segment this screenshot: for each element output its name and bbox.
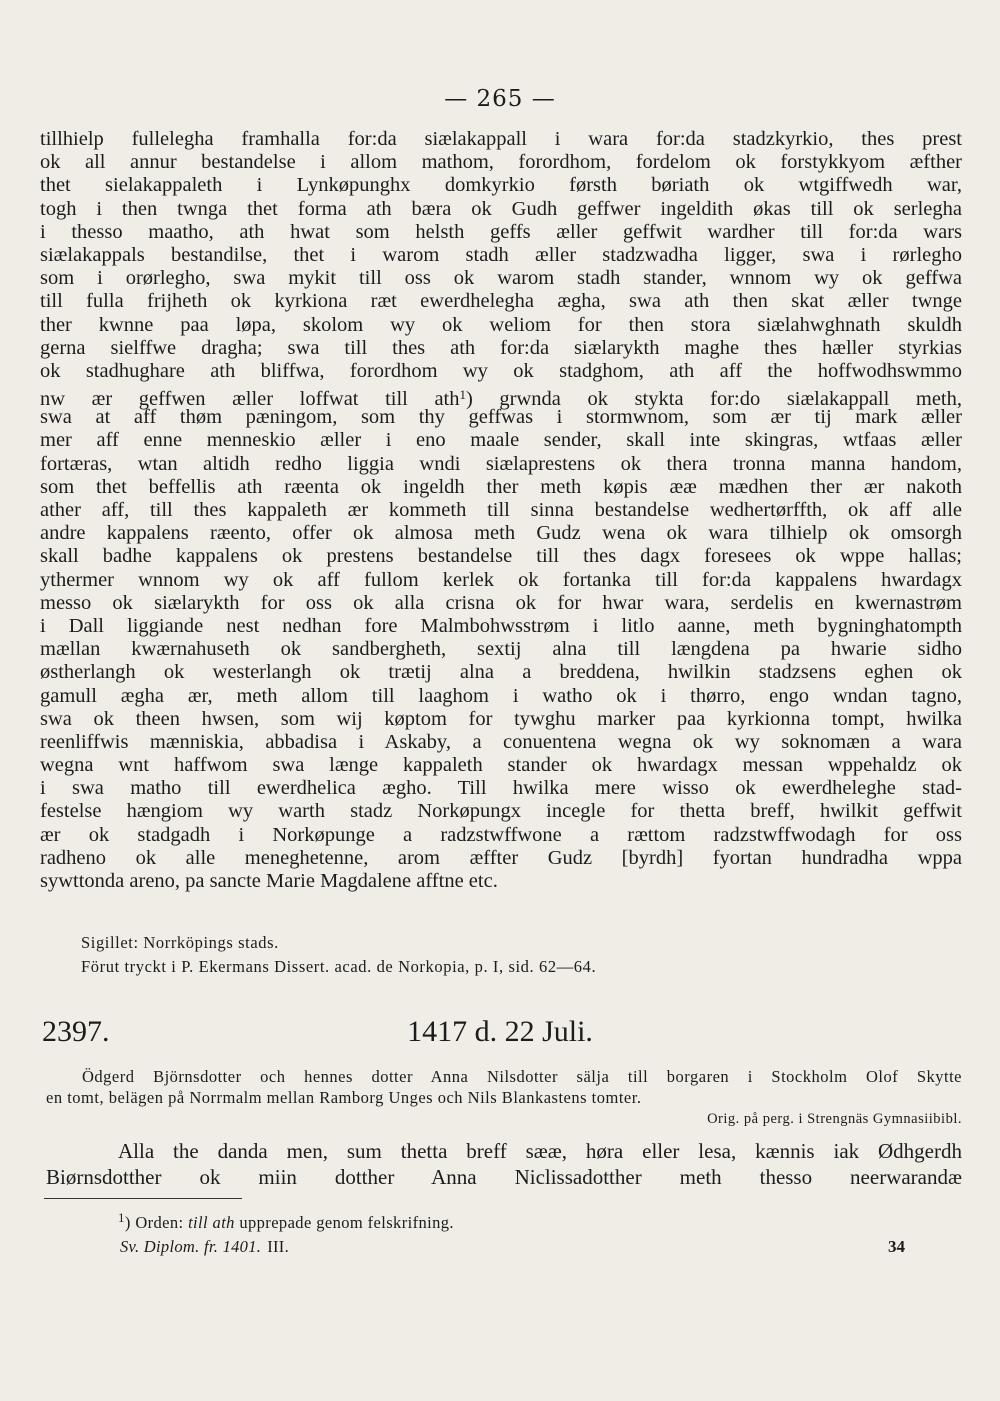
- text-line: som i orørlegho, swa mykit till oss ok warom stadh stander, wnnom wy ok geffwa: [40, 267, 962, 290]
- text-line: festelse hængiom wy warth stadz Norkøpungx incegle for thetta breff, hwilkit geffwit: [40, 800, 962, 823]
- text-line: andre kappalens ræento, offer ok almosa meth Gudz wena ok wara tilhielp ok omsorgh: [40, 522, 962, 545]
- summary-line: Ödgerd Björnsdotter och hennes dotter Anna Nilsdotter sälja till borgaren i Stockholm Olof Skytte: [82, 1067, 962, 1086]
- text-line-with-footnote: [40, 383, 963, 411]
- text-line: messo ok siælarykth for oss ok alla crisna ok for hwar wara, serdelis en kwernastrøm: [40, 591, 962, 614]
- text-line: Alla the danda men, sum thetta breff sææ, høra eller lesa, kænnis iak Ødhgerdh: [118, 1139, 962, 1163]
- text-line: i Dall liggiande nest nedhan fore Malmbohwsstrøm i litlo aanne, meth bygninghatompth: [40, 614, 962, 637]
- text-line: tillhielp fullelegha framhalla for:da siælakappall i wara for:da stadzkyrkio, thes prest: [40, 128, 962, 150]
- text-line: ok stadhughare ath bliffwa, forordhom wy ok stadghom, ath aff the hoffwodhswmmo: [40, 359, 962, 382]
- footnote-italic: till ath: [188, 1213, 235, 1232]
- footnote-text: upprepade genom felskrifning.: [239, 1213, 454, 1232]
- text-line: swa ok theen hwsen, som wij køptom for tywghu marker paa kyrkionna tompt, hwilka: [40, 707, 962, 730]
- text-line: wegna wnt haffwom swa længe kappaleth stander ok hwardagx messan wppehaldz ok: [40, 754, 962, 777]
- text-line: thet sielakappaleth i Lynkøpunghx domkyrkio førsth børiath ok wtgiffwedh war,: [40, 174, 962, 197]
- footnote-mark: 1: [118, 1210, 125, 1225]
- text-line: gamull ægha ær, meth allom till laaghom i watho ok i thørro, engo wndan tagno,: [40, 684, 962, 707]
- text-before-footnote: nw ær geffwen æller loffwat till ath: [40, 388, 460, 411]
- text-line: østherlangh ok westerlangh ok trætij alna a breddena, hwilkin stadzsens eghen ok: [40, 661, 962, 684]
- text-line: swa at aff thøm pæningom, som thy geffwas i stormwnom, som ær tij mark æller: [40, 406, 962, 429]
- document-date: 1417 d. 22 Juli.: [407, 1015, 593, 1048]
- charter-opening: [46, 1138, 962, 1190]
- text-line: till fulla frijheth ok kyrkiona ræt ewerdhelegha ægha, swa ath then skat æller twnge: [40, 290, 962, 313]
- text-line: fortæras, wtan altidh redho liggia wndi siælaprestens ok thera tronna manna handom,: [40, 452, 962, 475]
- footer-volume: III.: [267, 1237, 290, 1256]
- text-line: gerna sielffwe dragha; swa till thes ath for:da siælarykth maghe thes hæller styrkias: [40, 336, 962, 359]
- text-line: som thet beffellis ath ræenta ok ingeldh ther meth køpis ææ mædhen ther ær nakoth: [40, 475, 962, 498]
- footer-sheet-number: 34: [888, 1237, 905, 1256]
- text-line: radheno ok alle meneghetenne, arom æffter Gudz [byrdh] fyortan hundradha wppa: [40, 846, 962, 869]
- charter-body: [40, 128, 962, 893]
- text-line: Biørnsdotther ok miin dotther Anna Niclissadotther meth thesso neerwarandæ: [46, 1165, 962, 1189]
- text-line: ær ok stadgadh i Norkøpunge a radzstwffwone a rættom radzstwffwodagh for oss: [40, 823, 962, 846]
- document-number: 2397.: [42, 1015, 110, 1048]
- summary-line: en tomt, belägen på Norrmalm mellan Ramborg Unges och Nils Blankastens tomter.: [46, 1088, 642, 1107]
- text-line: sywttonda areno, pa sancte Marie Magdalene afftne etc.: [40, 870, 498, 892]
- text-line: ather aff, till thes kappaleth ær kommeth till sinna bestandelse wedhertørffth, ok aff alle: [40, 499, 962, 521]
- document-summary: [46, 1066, 962, 1108]
- text-line: ther kwnne paa løpa, skolom wy ok weliom for then stora siælahwghnath skuldh: [40, 313, 962, 336]
- text-line: i swa matho till ewerdhelica ægho. Till hwilka mere wisso ok ewerdheleghe stad-: [40, 777, 962, 800]
- text-line: i thesso maatho, ath hwat som helsth geffs æller geffwit wardher till for:da wars: [40, 220, 962, 243]
- page-number: — 265 —: [444, 86, 556, 112]
- text-line: mer aff enne menneskio æller i eno maale sender, skall inte skingras, wtfaas æller: [40, 429, 962, 452]
- provenance-note: Orig. på perg. i Strengnäs Gymnasiibibl.: [707, 1111, 962, 1127]
- footer-series: Sv. Diplom. fr. 1401.: [120, 1237, 262, 1256]
- footnote: [118, 1210, 454, 1233]
- print-note: Förut tryckt i P. Ekermans Dissert. acad. de Norkopia, p. I, sid. 62—64.: [81, 957, 597, 976]
- text-line: skall badhe kappalens ok prestens bestandelse till thes dagx foresees ok wppe hallas;: [40, 545, 962, 568]
- footnote-label: ) Orden:: [124, 1213, 184, 1232]
- footer-signature: [120, 1237, 289, 1257]
- text-line: reenliffwis mænniskia, abbadisa i Askaby, a conuentena wegna ok wy soknomæn a wara: [40, 730, 962, 753]
- seal-note: Sigillet: Norrköpings stads.: [81, 933, 279, 952]
- text-line: siælakappals bestandilse, thet i warom stadh æller stadzwadha ligger, swa i rørlegho: [40, 243, 962, 266]
- footnote-rule: [44, 1198, 242, 1199]
- text-after-footnote: ) grwnda ok stykta for:do siælakappall meth,: [466, 388, 963, 411]
- text-line: togh i then twnga thet forma ath bæra ok Gudh geffwer ingeldith økas till ok serlegha: [40, 197, 962, 220]
- footnote-reference: 1: [459, 387, 467, 403]
- text-line: ok all annur bestandelse i allom mathom, forordhom, fordelom ok forstykkyom æfther: [40, 151, 962, 174]
- text-line: mællan kwærnahuseth ok sandbergheth, sextij alna till længdena pa hwarie sidho: [40, 638, 962, 661]
- text-line: ythermer wnnom wy ok aff fullom kerlek ok fortanka till for:da kappalens hwardagx: [40, 568, 962, 591]
